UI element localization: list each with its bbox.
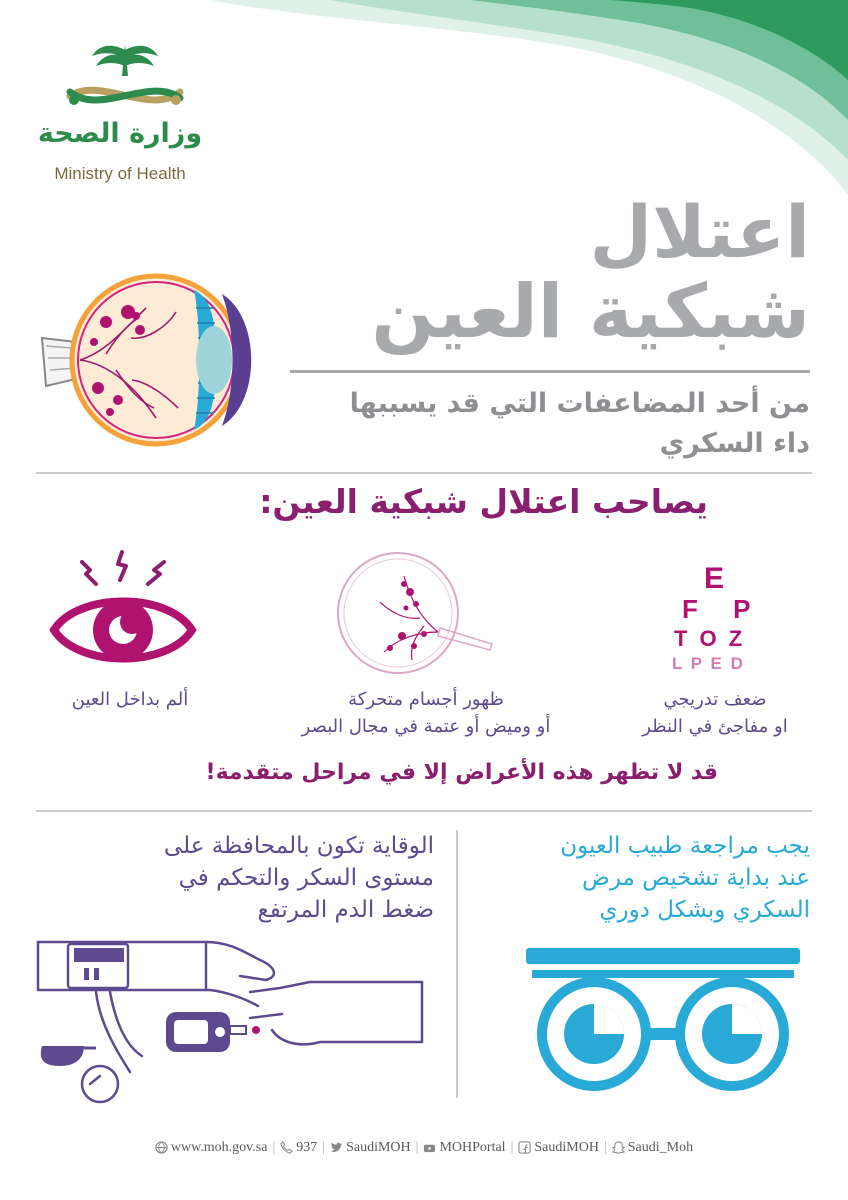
- blood-pressure-glucose-icon: [30, 936, 430, 1106]
- footer-twitter-text: SaudiMOH: [346, 1140, 411, 1155]
- footer-twitter[interactable]: [330, 1140, 411, 1156]
- footer-facebook[interactable]: [518, 1140, 599, 1156]
- prevention-text: [44, 830, 434, 926]
- symptom-eye-pain: [20, 686, 240, 713]
- snapchat-icon: [612, 1141, 625, 1154]
- logo-arabic-name: وزارة الصحة: [37, 118, 203, 149]
- eye-chart-icon: [660, 562, 780, 682]
- footer-website-text: www.moh.gov.sa: [170, 1140, 268, 1155]
- symptom-floaters: [276, 686, 576, 740]
- title-line-1: اعتلال: [589, 190, 810, 274]
- youtube-icon: [423, 1141, 436, 1154]
- footer-contacts: www.moh.gov.sa | 937 | SaudiMOH | MOHPortal | SaudiMOH | Saudi_Moh: [0, 1140, 848, 1170]
- symptoms-heading: يصاحب اعتلال شبكية العين:: [259, 482, 708, 521]
- logo-english-name: Ministry of Health: [54, 164, 186, 183]
- footer-phone[interactable]: [280, 1140, 317, 1156]
- prevention-line-2: مستوى السكر والتحكم في: [178, 865, 434, 891]
- visit-line-1: يجب مراجعة طبيب العيون: [560, 833, 810, 859]
- symptom-eye-pain-line-1: ألم بداخل العين: [71, 689, 189, 710]
- twitter-icon: [330, 1141, 343, 1154]
- eye-chart-row-2: F P: [682, 594, 765, 624]
- visit-line-2: عند بداية تشخيص مرض: [582, 865, 810, 891]
- prevention-line-3: ضغط الدم المرتفع: [257, 897, 434, 923]
- footer-snapchat-text: Saudi_Moh: [627, 1140, 694, 1155]
- symptoms-warning: قد لا تظهر هذه الأعراض إلا في مراحل متقدمة!: [205, 760, 718, 785]
- eye-pain-icon: [48, 548, 198, 680]
- symptom-floaters-line-2: أو وميض أو عتمة في مجال البصر: [301, 716, 551, 737]
- symptom-vision-loss: [600, 686, 830, 740]
- title-line-2: شبكية العين: [371, 269, 810, 355]
- eye-chart-row-4: L P E D: [672, 654, 745, 673]
- eye-chart-row-3: T O Z: [674, 626, 746, 651]
- eye-chart-row-1: E: [704, 562, 725, 595]
- subtitle-line-2: داء السكري: [659, 428, 810, 459]
- eye-cross-section-icon: [36, 268, 266, 453]
- divider-bottom: [36, 810, 812, 812]
- footer-phone-text: 937: [296, 1140, 318, 1155]
- prevention-line-1: الوقاية تكون بالمحافظة على: [163, 833, 434, 859]
- page-title: [371, 190, 810, 355]
- symptom-vision-loss-line-2: او مفاجئ في النظر: [642, 716, 788, 737]
- footer-youtube-text: MOHPortal: [439, 1140, 506, 1155]
- facebook-icon: [518, 1141, 531, 1154]
- footer-website[interactable]: [155, 1140, 268, 1156]
- symptom-vision-loss-line-1: ضعف تدريجي: [663, 689, 767, 710]
- footer-youtube[interactable]: [423, 1140, 505, 1156]
- title-divider: [290, 370, 810, 373]
- eye-exam-glasses-icon: [522, 944, 804, 1094]
- footer-facebook-text: SaudiMOH: [534, 1140, 599, 1155]
- subtitle-line-1: من أحد المضاعفات التي قد يسببها: [349, 388, 810, 419]
- column-divider: [456, 830, 458, 1098]
- phone-icon: [280, 1141, 293, 1154]
- footer-snapchat[interactable]: [612, 1140, 693, 1156]
- subtitle: [310, 384, 810, 464]
- visit-doctor-text: [480, 830, 810, 926]
- divider-top: [36, 472, 812, 474]
- retina-icon: [320, 548, 500, 678]
- globe-icon: [155, 1141, 168, 1154]
- symptom-floaters-line-1: ظهور أجسام متحركة: [348, 689, 504, 710]
- visit-line-3: السكري وبشكل دوري: [599, 897, 810, 923]
